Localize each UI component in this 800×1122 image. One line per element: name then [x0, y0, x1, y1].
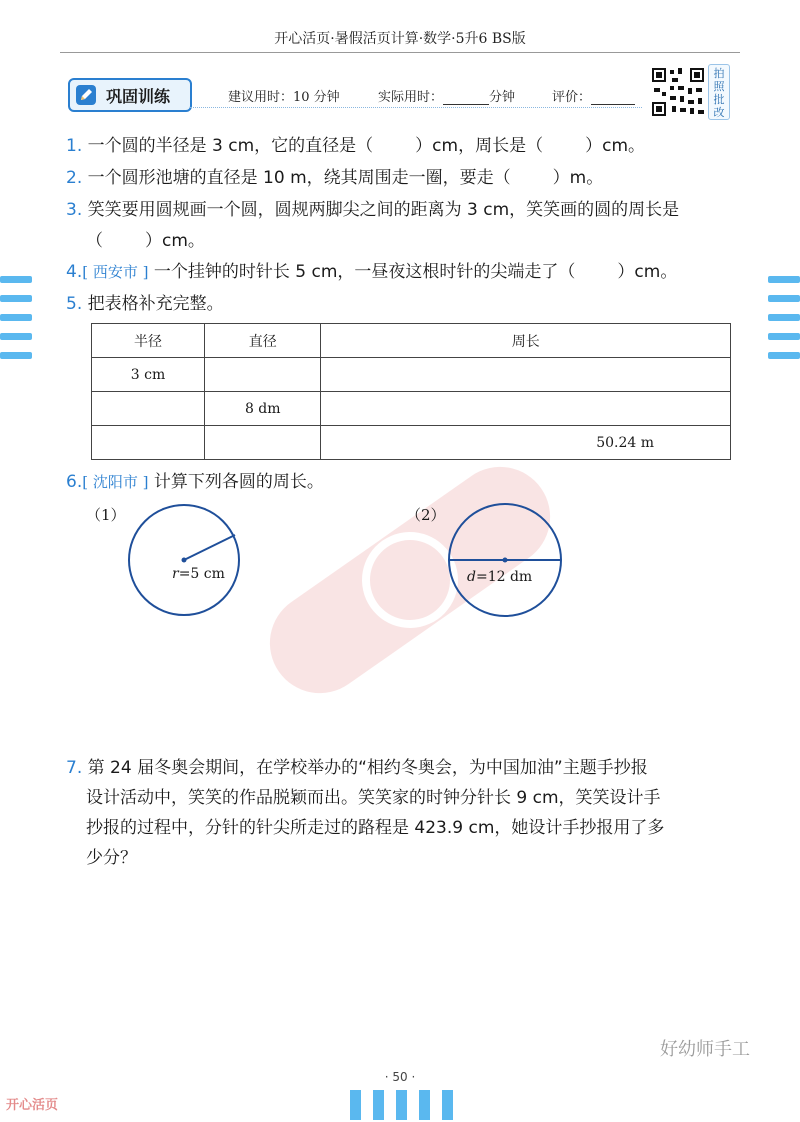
question-text: ）m。 [552, 168, 604, 188]
section-badge [68, 78, 192, 112]
question-2 [66, 166, 603, 190]
table-cell-blank[interactable] [92, 426, 205, 460]
side-bar [768, 352, 800, 359]
rating [552, 86, 635, 105]
circle-2-label: （2） [406, 506, 446, 524]
header-rule [60, 52, 740, 53]
side-bar [768, 276, 800, 283]
footer-bar [396, 1090, 407, 1120]
circle-1-measure [172, 566, 225, 582]
footer-bar [442, 1090, 453, 1120]
footer-bar [419, 1090, 430, 1120]
measure-variable: d [467, 569, 476, 585]
question-text: ）cm，周长是（ [415, 136, 544, 156]
question-number: 1. [66, 136, 83, 156]
circle-2-center [503, 558, 508, 563]
region-tag: [ 西安市 ] [82, 263, 149, 281]
table-row [92, 358, 731, 392]
region-tag: [ 沈阳市 ] [82, 473, 149, 491]
actual-time-label: 实际用时： [378, 90, 444, 105]
circle-1-center [182, 558, 187, 563]
table-row [92, 392, 731, 426]
question-text: 笑笑要用圆规画一个圆，圆规两脚尖之间的距离为 3 cm，笑笑画的圆的周长是 [87, 200, 680, 220]
measure-variable: r [172, 566, 179, 582]
fill-table [91, 323, 731, 460]
actual-time-blank[interactable] [443, 90, 489, 105]
qr-side-char: 拍 [713, 67, 725, 80]
table-cell-blank[interactable] [321, 358, 731, 392]
footer-bar [350, 1090, 361, 1120]
measure-value: =5 cm [178, 566, 225, 582]
side-bar [0, 276, 32, 283]
circle-2-figure [445, 502, 565, 620]
question-text: 把表格补充完整。 [87, 294, 224, 314]
question-text: 一个圆形池塘的直径是 10 m，绕其周围走一圈，要走（ [87, 168, 511, 188]
suggested-time: 建议用时：10 分钟 [228, 90, 340, 105]
table-cell-blank[interactable] [205, 358, 321, 392]
question-number: 7. [66, 758, 83, 778]
question-text: 计算下列各圆的周长。 [153, 472, 324, 492]
table-cell: 8 dm [205, 392, 321, 426]
table-header: 直径 [205, 324, 321, 358]
question-number: 3. [66, 200, 83, 220]
question-7-line: 少分？ [86, 848, 137, 868]
question-number: 5. [66, 294, 83, 314]
circle-1-radius [184, 535, 235, 560]
question-text: 一个圆的半径是 3 cm，它的直径是（ [87, 136, 374, 156]
question-text: 第 24 届冬奥会期间，在学校举办的“相约冬奥会，为中国加油”主题手抄报 [87, 758, 648, 778]
side-bar [768, 314, 800, 321]
question-text: ）cm。 [617, 262, 678, 282]
table-header: 周长 [321, 324, 731, 358]
question-3 [66, 198, 679, 222]
question-number: 4. [66, 262, 83, 282]
page-number: · 50 · [384, 1070, 416, 1084]
pencil-icon [76, 85, 96, 105]
actual-time-unit: 分钟 [489, 90, 516, 105]
circle-1-label: （1） [86, 506, 126, 524]
circle-2-measure [467, 569, 532, 585]
side-bar [0, 333, 32, 340]
question-text: ）cm。 [145, 231, 205, 251]
question-6 [66, 470, 324, 494]
table-row [92, 426, 731, 460]
table-cell: 50.24 m [321, 426, 731, 460]
question-4 [66, 260, 677, 284]
table-cell: 3 cm [92, 358, 205, 392]
side-bar [768, 295, 800, 302]
watermark-text: 好幼师手工 [660, 1039, 750, 1060]
qr-side-label [708, 64, 730, 120]
dotted-rule [190, 107, 642, 108]
section-label: 巩固训练 [106, 87, 171, 106]
table-cell-blank[interactable] [205, 426, 321, 460]
question-text: ）cm。 [585, 136, 646, 156]
qr-side-char: 批 [713, 93, 725, 106]
question-1 [66, 134, 645, 158]
question-7-line [66, 753, 736, 783]
rating-label: 评价： [552, 90, 592, 105]
question-7-line: 设计活动中，笑笑的作品脱颖而出。笑笑家的时钟分针长 9 cm，笑笑设计手 [86, 788, 661, 808]
side-bar [0, 352, 32, 359]
right-side-bars [768, 276, 800, 371]
left-side-bars [0, 276, 32, 371]
page-header-title: 开心活页·暑假活页计算·数学·5升6 BS版 [274, 31, 526, 47]
question-7 [66, 753, 736, 873]
question-7-line: 抄报的过程中，分针的针尖所走过的路程是 423.9 cm，她设计手抄报用了多 [86, 818, 665, 838]
table-cell-blank[interactable] [321, 392, 731, 426]
table-cell-blank[interactable] [92, 392, 205, 426]
question-5 [66, 292, 224, 316]
question-3-line-2 [86, 229, 205, 253]
rating-blank[interactable] [591, 90, 635, 105]
qr-code[interactable] [650, 66, 706, 118]
actual-time [378, 86, 515, 105]
measure-value: =12 dm [475, 569, 533, 585]
footer-bar [373, 1090, 384, 1120]
table-header: 半径 [92, 324, 205, 358]
question-number: 6. [66, 472, 83, 492]
question-text: 一个挂钟的时针长 5 cm，一昼夜这根时针的尖端走了（ [153, 262, 576, 282]
qr-side-char: 改 [713, 106, 725, 119]
table-header-row [92, 324, 731, 358]
question-number: 2. [66, 168, 83, 188]
footer-logo: 开心活页 [6, 1098, 59, 1113]
circle-1-figure [124, 502, 244, 620]
qr-side-char: 照 [713, 80, 725, 93]
question-text: （ [86, 231, 103, 251]
side-bar [0, 295, 32, 302]
side-bar [768, 333, 800, 340]
side-bar [0, 314, 32, 321]
